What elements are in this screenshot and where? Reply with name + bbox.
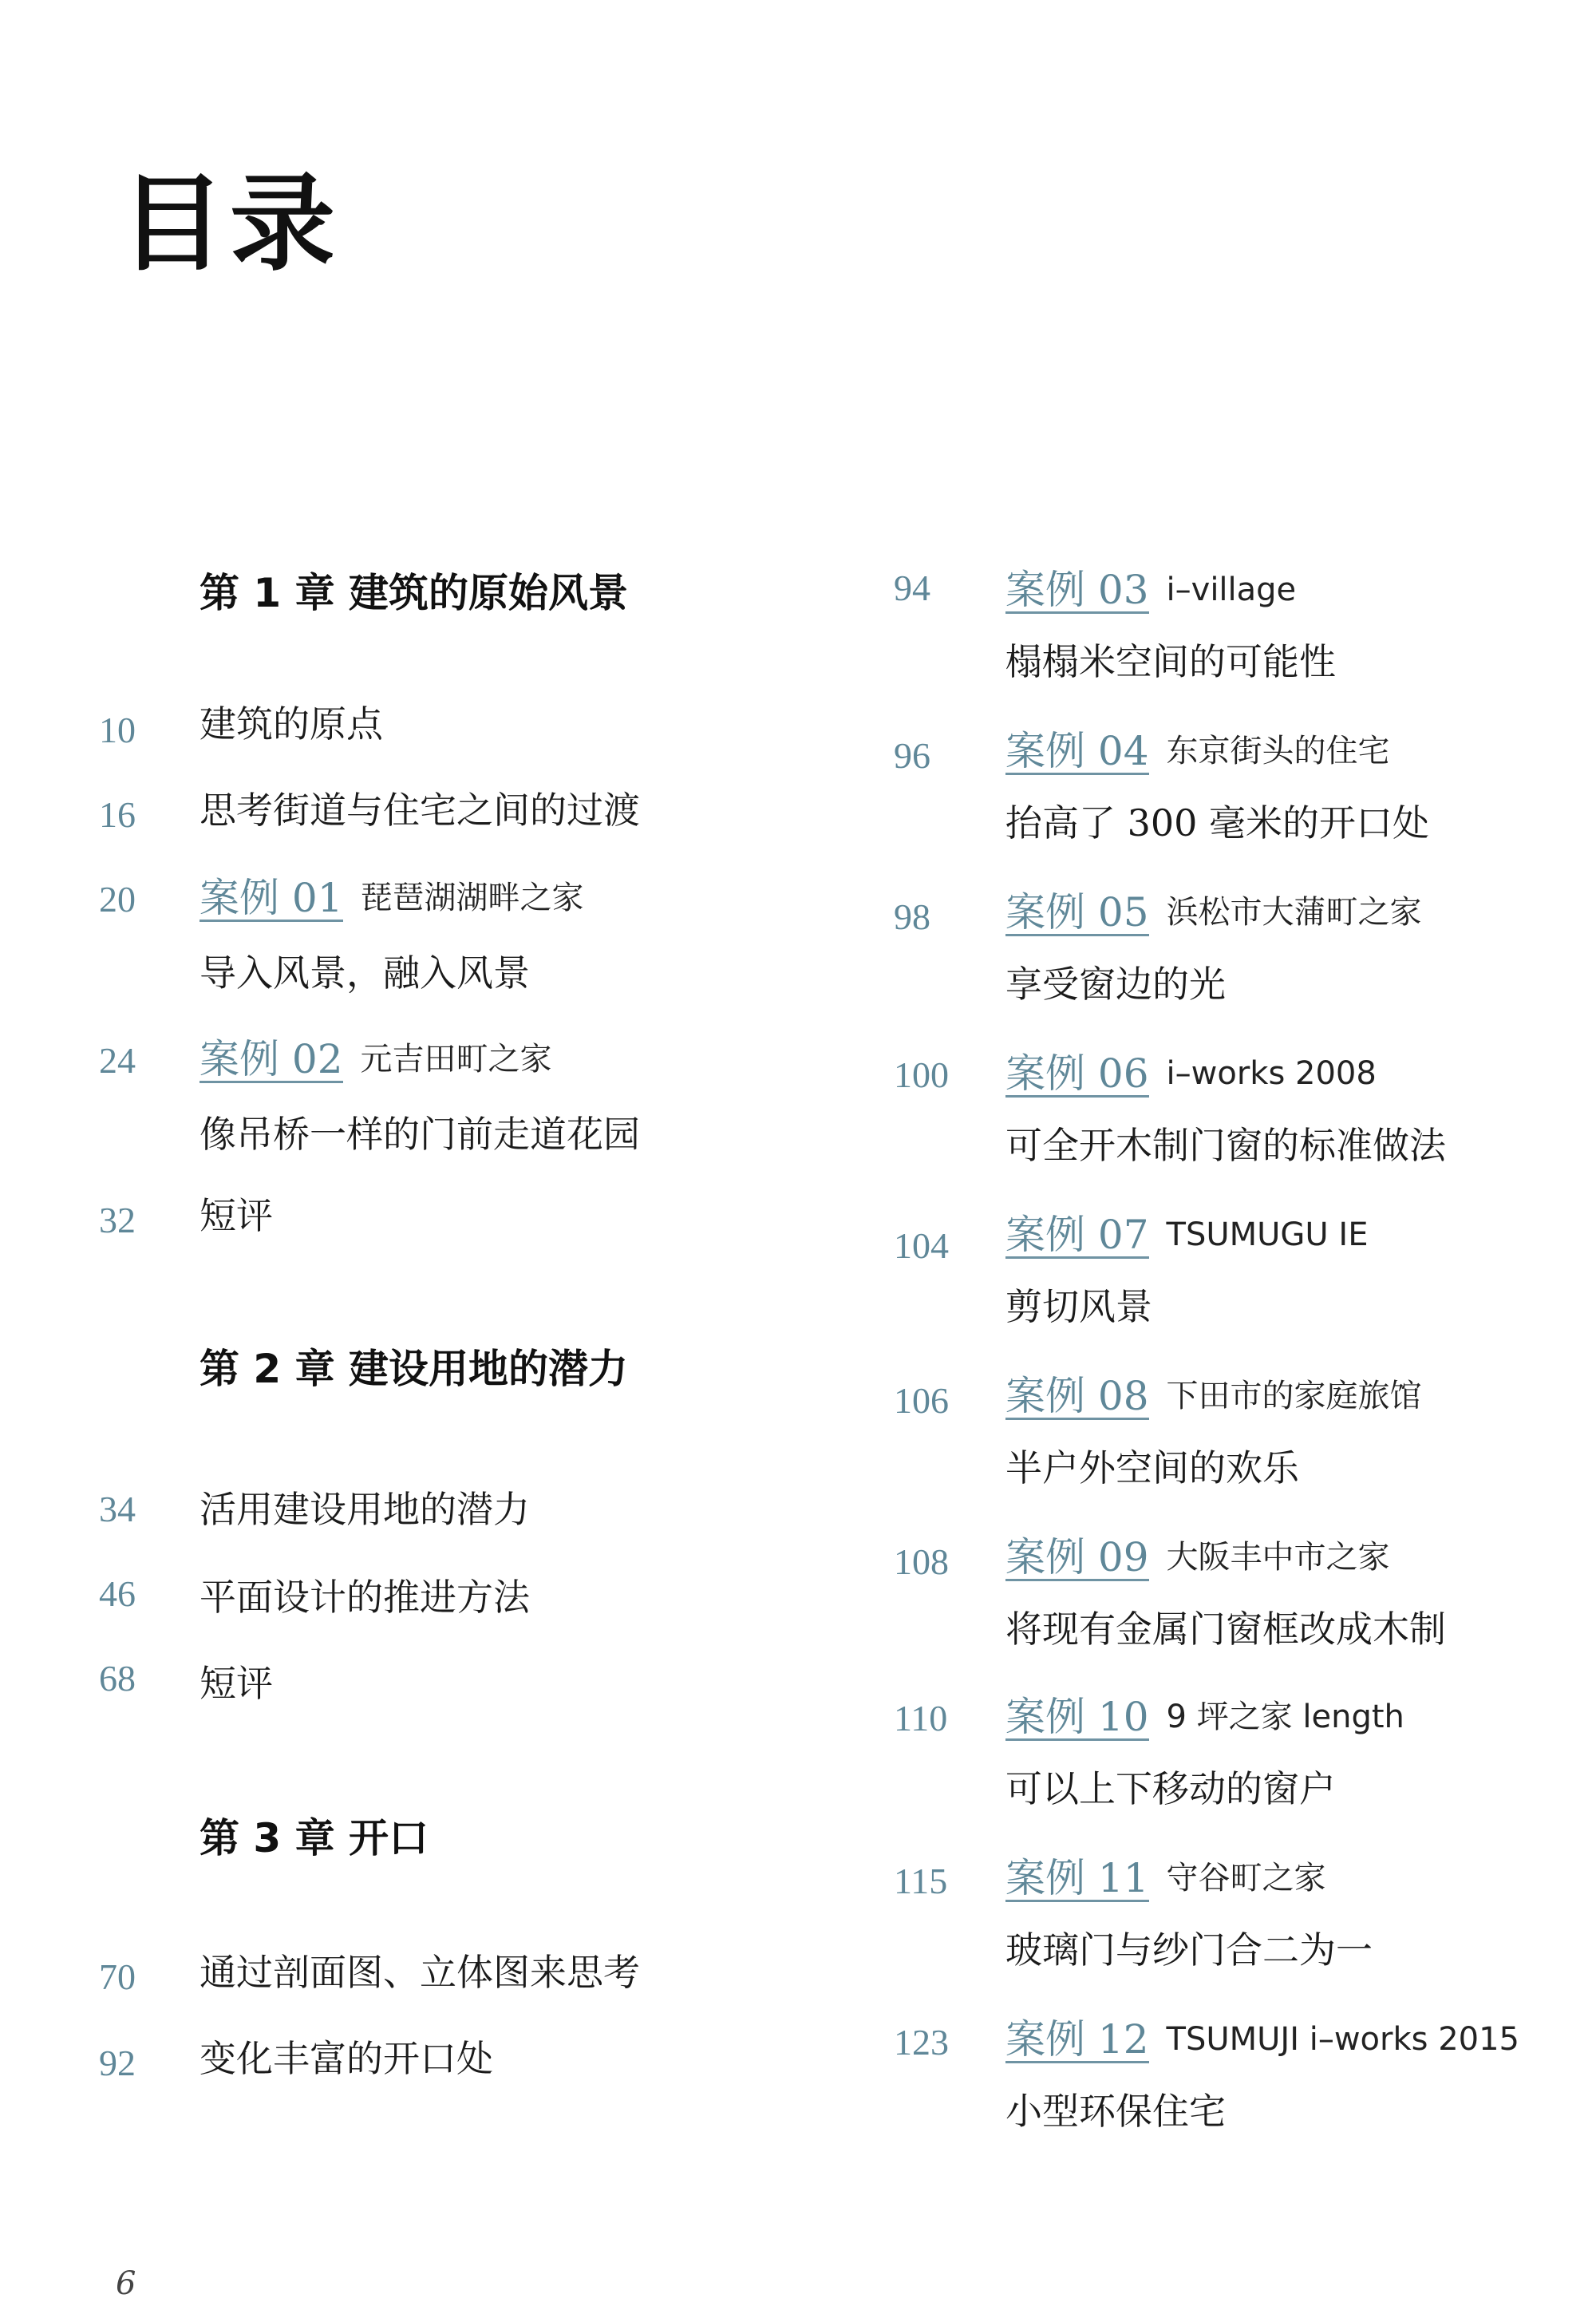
case-heading[interactable] [1005, 1694, 1404, 1741]
case-label: 案例 04 [1005, 728, 1149, 774]
entry-title[interactable]: 平面设计的推进方法 [200, 1576, 530, 1619]
case-page-number: 104 [894, 1225, 949, 1266]
case-page-number: 96 [894, 735, 930, 776]
case-subtitle: 浜松市大蒲町之家 [1166, 894, 1422, 931]
case-label: 案例 12 [1005, 2016, 1149, 2063]
entry-title[interactable]: 变化丰富的开口处 [200, 2037, 493, 2080]
case-label: 案例 07 [1005, 1212, 1149, 1258]
chapter-1-heading: 第 1 章 建筑的原始风景 [200, 570, 629, 616]
case-page-number: 100 [894, 1054, 949, 1095]
case-subtitle: i–works 2008 [1166, 1055, 1377, 1092]
case-subtitle: 东京街头的住宅 [1166, 733, 1390, 769]
entry-title[interactable]: 思考街道与住宅之间的过渡 [200, 789, 640, 832]
page-folio-number: 6 [116, 2265, 136, 2302]
case-subtitle: TSUMUJI i–works 2015 [1166, 2021, 1519, 2058]
case-subtitle: 守谷町之家 [1166, 1860, 1326, 1897]
entry-page-number: 34 [99, 1489, 136, 1529]
case-heading[interactable] [1005, 889, 1422, 936]
case-label: 案例 01 [200, 875, 343, 921]
case-heading[interactable] [1005, 567, 1297, 614]
case-subtitle: 9 坪之家 length [1166, 1699, 1404, 1735]
entry-page-number: 16 [99, 794, 136, 835]
case-title[interactable]: 可全开木制门窗的标准做法 [1005, 1124, 1446, 1167]
case-title[interactable]: 将现有金属门窗框改成木制 [1005, 1608, 1446, 1651]
case-title[interactable]: 享受窗边的光 [1005, 963, 1226, 1006]
case-title[interactable]: 榻榻米空间的可能性 [1005, 640, 1336, 683]
entry-title[interactable]: 导入风景，融入风景 [200, 951, 530, 995]
entry-page-number: 46 [99, 1573, 136, 1614]
case-subtitle: TSUMUGU IE [1166, 1216, 1369, 1253]
case-page-number: 115 [894, 1861, 948, 1901]
entry-page-number: 10 [99, 710, 136, 750]
case-title[interactable]: 小型环保住宅 [1005, 2090, 1226, 2133]
case-label: 案例 08 [1005, 1373, 1149, 1419]
case-title[interactable]: 半户外空间的欢乐 [1005, 1446, 1299, 1489]
entry-page-number: 68 [99, 1658, 136, 1699]
case-subtitle: 琵琶湖湖畔之家 [360, 880, 584, 916]
entry-page-number: 70 [99, 1956, 136, 1997]
case-title[interactable]: 玻璃门与纱门合二为一 [1005, 1928, 1373, 1972]
case-subtitle: i–village [1166, 572, 1297, 608]
entry-page-number: 24 [99, 1040, 136, 1081]
case-label: 案例 06 [1005, 1050, 1149, 1097]
case-label: 案例 10 [1005, 1694, 1149, 1740]
case-label: 案例 11 [1005, 1855, 1149, 1901]
case-heading[interactable] [200, 1036, 552, 1083]
case-page-number: 106 [894, 1380, 949, 1421]
case-heading[interactable] [1005, 1534, 1390, 1581]
case-title[interactable]: 抬高了 300 毫米的开口处 [1005, 801, 1430, 844]
case-page-number: 94 [894, 568, 930, 608]
entry-title[interactable]: 通过剖面图、立体图来思考 [200, 1951, 640, 1994]
case-subtitle: 下田市的家庭旅馆 [1166, 1378, 1422, 1414]
entry-title[interactable]: 建筑的原点 [200, 702, 383, 746]
case-label: 案例 09 [1005, 1534, 1149, 1580]
entry-page-number: 20 [99, 879, 136, 920]
case-heading[interactable] [1005, 728, 1390, 775]
case-heading[interactable] [200, 875, 584, 922]
chapter-2-heading: 第 2 章 建设用地的潜力 [200, 1346, 629, 1392]
entry-title[interactable]: 短评 [200, 1194, 273, 1237]
case-heading[interactable] [1005, 1212, 1369, 1259]
case-subtitle: 元吉田町之家 [360, 1041, 552, 1078]
case-label: 案例 03 [1005, 567, 1149, 613]
entry-title[interactable]: 活用建设用地的潜力 [200, 1488, 530, 1531]
case-label: 案例 05 [1005, 889, 1149, 935]
case-heading[interactable] [1005, 1050, 1377, 1098]
case-title[interactable]: 可以上下移动的窗户 [1005, 1767, 1336, 1810]
case-heading[interactable] [1005, 1855, 1326, 1902]
case-subtitle: 大阪丰中市之家 [1166, 1539, 1390, 1576]
entry-page-number: 32 [99, 1200, 136, 1240]
case-title[interactable]: 剪切风景 [1005, 1285, 1152, 1328]
entry-title[interactable]: 短评 [200, 1662, 273, 1705]
case-heading[interactable] [1005, 2016, 1519, 2063]
page-title: 目录 [120, 162, 340, 286]
entry-page-number: 92 [99, 2043, 136, 2083]
case-page-number: 110 [894, 1698, 948, 1738]
case-page-number: 98 [894, 896, 930, 937]
case-heading[interactable] [1005, 1373, 1422, 1420]
case-label: 案例 02 [200, 1036, 343, 1082]
case-page-number: 123 [894, 2022, 949, 2063]
chapter-3-heading: 第 3 章 开口 [200, 1815, 429, 1861]
entry-title[interactable]: 像吊桥一样的门前走道花园 [200, 1113, 640, 1156]
case-page-number: 108 [894, 1541, 949, 1582]
